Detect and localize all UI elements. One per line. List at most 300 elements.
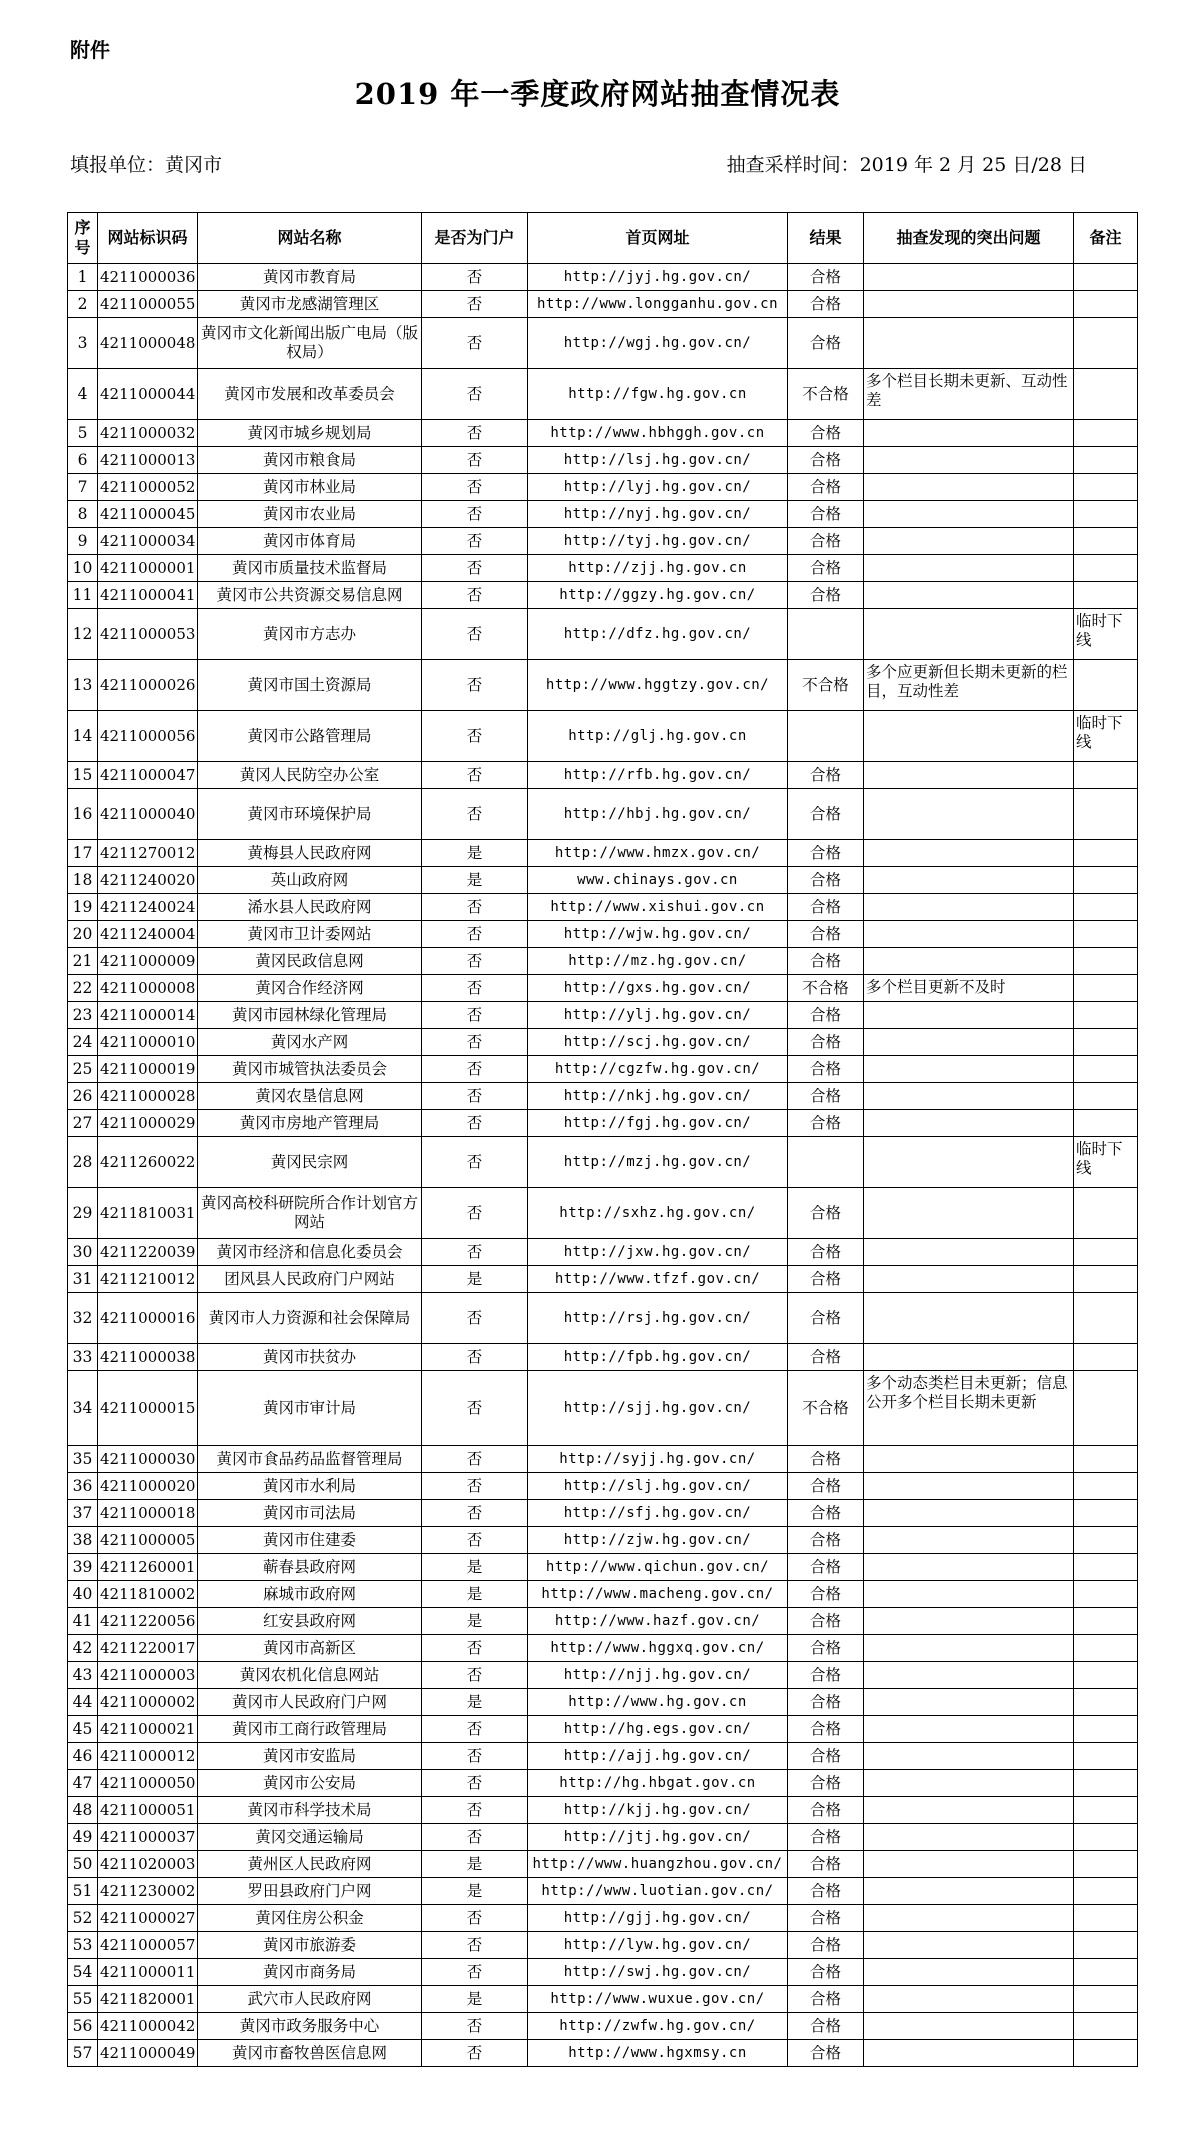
cell-seq: 38	[68, 1527, 98, 1554]
cell-seq: 22	[68, 975, 98, 1002]
cell-site-code: 4211240024	[98, 894, 198, 921]
table-row	[68, 1878, 1138, 1905]
cell-site-name: 黄冈住房公积金	[198, 1905, 422, 1932]
cell-seq: 56	[68, 2013, 98, 2040]
cell-site-name: 黄冈市经济和信息化委员会	[198, 1239, 422, 1266]
cell-homepage-url[interactable]: http://www.tfzf.gov.cn/	[528, 1266, 788, 1293]
cell-homepage-url[interactable]: http://jxw.hg.gov.cn/	[528, 1239, 788, 1266]
cell-site-name: 黄冈市发展和改革委员会	[198, 369, 422, 420]
cell-seq: 54	[68, 1959, 98, 1986]
cell-site-name: 黄冈市农业局	[198, 501, 422, 528]
cell-issues	[864, 291, 1074, 318]
cell-site-name: 黄冈市扶贫办	[198, 1344, 422, 1371]
table-row	[68, 528, 1138, 555]
cell-site-name: 黄冈市城管执法委员会	[198, 1056, 422, 1083]
table-row	[68, 1824, 1138, 1851]
cell-homepage-url[interactable]: http://www.hggtzy.gov.cn/	[528, 660, 788, 711]
cell-is-portal: 否	[422, 2013, 528, 2040]
table-row	[68, 1797, 1138, 1824]
table-row	[68, 420, 1138, 447]
cell-site-code: 4211000053	[98, 609, 198, 660]
table-row	[68, 1266, 1138, 1293]
cell-is-portal: 否	[422, 1029, 528, 1056]
cell-homepage-url[interactable]: http://njj.hg.gov.cn/	[528, 1662, 788, 1689]
cell-remark	[1074, 528, 1138, 555]
cell-seq: 12	[68, 609, 98, 660]
table-row	[68, 1056, 1138, 1083]
cell-is-portal: 否	[422, 1932, 528, 1959]
cell-site-code: 4211000005	[98, 1527, 198, 1554]
cell-homepage-url[interactable]: http://ylj.hg.gov.cn/	[528, 1002, 788, 1029]
cell-site-code: 4211020003	[98, 1851, 198, 1878]
cell-issues	[864, 894, 1074, 921]
cell-issues: 多个栏目长期未更新、互动性差	[864, 369, 1074, 420]
cell-site-name: 黄冈市卫计委网站	[198, 921, 422, 948]
table-row	[68, 1344, 1138, 1371]
cell-homepage-url[interactable]: http://ggzy.hg.gov.cn/	[528, 582, 788, 609]
cell-issues	[864, 1029, 1074, 1056]
cell-is-portal: 否	[422, 1473, 528, 1500]
cell-site-name: 黄冈市城乡规划局	[198, 420, 422, 447]
table-row	[68, 1110, 1138, 1137]
cell-homepage-url[interactable]: http://slj.hg.gov.cn/	[528, 1473, 788, 1500]
cell-site-name: 黄冈市文化新闻出版广电局（版权局）	[198, 318, 422, 369]
cell-result: 合格	[788, 264, 864, 291]
cell-issues	[864, 1689, 1074, 1716]
cell-site-code: 4211000032	[98, 420, 198, 447]
cell-site-code: 4211000008	[98, 975, 198, 1002]
cell-seq: 46	[68, 1743, 98, 1770]
cell-remark	[1074, 762, 1138, 789]
cell-is-portal: 否	[422, 1662, 528, 1689]
cell-result: 合格	[788, 501, 864, 528]
cell-homepage-url[interactable]: http://scj.hg.gov.cn/	[528, 1029, 788, 1056]
cell-is-portal: 否	[422, 1188, 528, 1239]
cell-result: 合格	[788, 1635, 864, 1662]
table-row	[68, 1635, 1138, 1662]
table-row	[68, 609, 1138, 660]
cell-remark	[1074, 264, 1138, 291]
cell-is-portal: 否	[422, 1743, 528, 1770]
cell-is-portal: 是	[422, 1689, 528, 1716]
cell-issues	[864, 1500, 1074, 1527]
cell-is-portal: 否	[422, 975, 528, 1002]
cell-remark	[1074, 1500, 1138, 1527]
cell-result: 合格	[788, 2013, 864, 2040]
table-row	[68, 2013, 1138, 2040]
cell-homepage-url[interactable]: http://hg.hbgat.gov.cn	[528, 1770, 788, 1797]
cell-result: 合格	[788, 921, 864, 948]
cell-site-name: 黄冈市公路管理局	[198, 711, 422, 762]
table-row	[68, 789, 1138, 840]
cell-result: 不合格	[788, 660, 864, 711]
cell-is-portal: 否	[422, 1797, 528, 1824]
cell-site-name: 武穴市人民政府网	[198, 1986, 422, 2013]
cell-is-portal: 否	[422, 1905, 528, 1932]
cell-homepage-url[interactable]: http://www.qichun.gov.cn/	[528, 1554, 788, 1581]
fill-unit: 填报单位：黄冈市	[70, 154, 223, 176]
cell-remark	[1074, 921, 1138, 948]
cell-homepage-url[interactable]: http://kjj.hg.gov.cn/	[528, 1797, 788, 1824]
cell-issues	[864, 318, 1074, 369]
cell-seq: 27	[68, 1110, 98, 1137]
cell-site-code: 4211000016	[98, 1293, 198, 1344]
cell-homepage-url[interactable]: http://gxs.hg.gov.cn/	[528, 975, 788, 1002]
cell-site-name: 黄冈民政信息网	[198, 948, 422, 975]
cell-issues: 多个动态类栏目未更新；信息公开多个栏目长期未更新	[864, 1371, 1074, 1446]
cell-result: 合格	[788, 1029, 864, 1056]
table-row	[68, 660, 1138, 711]
cell-site-code: 4211240004	[98, 921, 198, 948]
cell-result: 合格	[788, 1986, 864, 2013]
cell-result: 合格	[788, 1500, 864, 1527]
cell-site-name: 黄梅县人民政府网	[198, 840, 422, 867]
table-row	[68, 1137, 1138, 1188]
cell-result: 合格	[788, 1959, 864, 1986]
cell-homepage-url[interactable]: http://swj.hg.gov.cn/	[528, 1959, 788, 1986]
cell-site-code: 4211260022	[98, 1137, 198, 1188]
cell-issues	[864, 609, 1074, 660]
cell-seq: 51	[68, 1878, 98, 1905]
cell-remark	[1074, 555, 1138, 582]
cell-homepage-url[interactable]: http://nyj.hg.gov.cn/	[528, 501, 788, 528]
cell-seq: 39	[68, 1554, 98, 1581]
cell-result: 合格	[788, 447, 864, 474]
table-row	[68, 1851, 1138, 1878]
table-header-row	[68, 213, 1138, 264]
cell-site-name: 团风县人民政府门户网站	[198, 1266, 422, 1293]
cell-homepage-url[interactable]: http://www.hazf.gov.cn/	[528, 1608, 788, 1635]
cell-site-name: 麻城市政府网	[198, 1581, 422, 1608]
cell-is-portal: 是	[422, 1266, 528, 1293]
cell-seq: 14	[68, 711, 98, 762]
cell-remark	[1074, 1689, 1138, 1716]
cell-result: 合格	[788, 1527, 864, 1554]
cell-is-portal: 否	[422, 1239, 528, 1266]
cell-is-portal: 否	[422, 528, 528, 555]
cell-is-portal: 是	[422, 1581, 528, 1608]
cell-site-name: 黄冈市政务服务中心	[198, 2013, 422, 2040]
cell-homepage-url[interactable]: http://www.hgxmsy.cn	[528, 2040, 788, 2067]
cell-seq: 1	[68, 264, 98, 291]
cell-seq: 40	[68, 1581, 98, 1608]
cell-remark: 临时下线	[1074, 1137, 1138, 1188]
table-row	[68, 369, 1138, 420]
cell-site-code: 4211000047	[98, 762, 198, 789]
cell-site-code: 4211000055	[98, 291, 198, 318]
cell-issues	[864, 711, 1074, 762]
cell-remark	[1074, 660, 1138, 711]
cell-seq: 36	[68, 1473, 98, 1500]
cell-homepage-url[interactable]: http://ajj.hg.gov.cn/	[528, 1743, 788, 1770]
table-row	[68, 1716, 1138, 1743]
cell-homepage-url[interactable]: http://dfz.hg.gov.cn/	[528, 609, 788, 660]
cell-site-name: 黄冈市公安局	[198, 1770, 422, 1797]
cell-seq: 11	[68, 582, 98, 609]
cell-homepage-url[interactable]: http://rfb.hg.gov.cn/	[528, 762, 788, 789]
cell-remark	[1074, 1554, 1138, 1581]
cell-issues	[864, 1137, 1074, 1188]
cell-result: 合格	[788, 1743, 864, 1770]
cell-homepage-url[interactable]: http://sfj.hg.gov.cn/	[528, 1500, 788, 1527]
cell-seq: 49	[68, 1824, 98, 1851]
cell-seq: 47	[68, 1770, 98, 1797]
table-row	[68, 894, 1138, 921]
cell-issues	[864, 1824, 1074, 1851]
cell-result: 合格	[788, 1581, 864, 1608]
cell-site-name: 黄冈市教育局	[198, 264, 422, 291]
cell-seq: 23	[68, 1002, 98, 1029]
cell-issues	[864, 762, 1074, 789]
cell-remark	[1074, 1002, 1138, 1029]
cell-site-code: 4211000014	[98, 1002, 198, 1029]
cell-homepage-url[interactable]: http://www.macheng.gov.cn/	[528, 1581, 788, 1608]
cell-issues	[864, 1959, 1074, 1986]
cell-issues	[864, 1581, 1074, 1608]
cell-homepage-url[interactable]: http://fgj.hg.gov.cn/	[528, 1110, 788, 1137]
cell-issues	[864, 1716, 1074, 1743]
cell-issues	[864, 420, 1074, 447]
table-row	[68, 921, 1138, 948]
cell-homepage-url[interactable]: http://www.xishui.gov.cn	[528, 894, 788, 921]
cell-homepage-url[interactable]: http://jtj.hg.gov.cn/	[528, 1824, 788, 1851]
cell-homepage-url[interactable]: http://lyw.hg.gov.cn/	[528, 1932, 788, 1959]
cell-site-code: 4211000015	[98, 1371, 198, 1446]
cell-homepage-url[interactable]: http://mz.hg.gov.cn/	[528, 948, 788, 975]
cell-remark	[1074, 1608, 1138, 1635]
cell-is-portal: 否	[422, 264, 528, 291]
cell-seq: 18	[68, 867, 98, 894]
cell-is-portal: 否	[422, 369, 528, 420]
cell-is-portal: 否	[422, 318, 528, 369]
inspection-table	[67, 212, 1138, 2067]
header-homepage-url: 首页网址	[528, 213, 788, 264]
cell-issues	[864, 921, 1074, 948]
cell-is-portal: 否	[422, 948, 528, 975]
cell-site-name: 黄冈市审计局	[198, 1371, 422, 1446]
cell-result: 不合格	[788, 1371, 864, 1446]
cell-result: 合格	[788, 1662, 864, 1689]
cell-homepage-url[interactable]: http://lsj.hg.gov.cn/	[528, 447, 788, 474]
cell-homepage-url[interactable]: http://zjw.hg.gov.cn/	[528, 1527, 788, 1554]
cell-is-portal: 否	[422, 1959, 528, 1986]
cell-remark	[1074, 474, 1138, 501]
cell-remark	[1074, 1635, 1138, 1662]
table-body	[68, 264, 1138, 2067]
cell-homepage-url[interactable]: http://fpb.hg.gov.cn/	[528, 1344, 788, 1371]
cell-is-portal: 是	[422, 1554, 528, 1581]
table-row	[68, 1932, 1138, 1959]
cell-site-name: 黄冈市科学技术局	[198, 1797, 422, 1824]
cell-result: 合格	[788, 1083, 864, 1110]
cell-homepage-url[interactable]: http://sjj.hg.gov.cn/	[528, 1371, 788, 1446]
cell-site-code: 4211000040	[98, 789, 198, 840]
cell-site-code: 4211000052	[98, 474, 198, 501]
cell-remark	[1074, 1932, 1138, 1959]
cell-issues	[864, 1932, 1074, 1959]
table-row	[68, 975, 1138, 1002]
table-row	[68, 582, 1138, 609]
cell-issues	[864, 1635, 1074, 1662]
cell-site-code: 4211000042	[98, 2013, 198, 2040]
cell-result: 合格	[788, 1266, 864, 1293]
cell-homepage-url[interactable]: http://jyj.hg.gov.cn/	[528, 264, 788, 291]
cell-site-name: 黄冈市环境保护局	[198, 789, 422, 840]
cell-site-name: 黄冈市水利局	[198, 1473, 422, 1500]
cell-seq: 41	[68, 1608, 98, 1635]
cell-homepage-url[interactable]: http://syjj.hg.gov.cn/	[528, 1446, 788, 1473]
cell-homepage-url[interactable]: http://sxhz.hg.gov.cn/	[528, 1188, 788, 1239]
cell-result: 合格	[788, 1110, 864, 1137]
cell-result: 合格	[788, 555, 864, 582]
cell-site-name: 黄冈市质量技术监督局	[198, 555, 422, 582]
cell-site-code: 4211820001	[98, 1986, 198, 2013]
cell-site-code: 4211000050	[98, 1770, 198, 1797]
cell-result: 合格	[788, 1689, 864, 1716]
cell-site-code: 4211000003	[98, 1662, 198, 1689]
cell-homepage-url[interactable]: http://www.hg.gov.cn	[528, 1689, 788, 1716]
cell-homepage-url[interactable]: http://www.hbhggh.gov.cn	[528, 420, 788, 447]
header-result: 结果	[788, 213, 864, 264]
table-row	[68, 1689, 1138, 1716]
cell-site-code: 4211000018	[98, 1500, 198, 1527]
table-row	[68, 1662, 1138, 1689]
cell-site-name: 黄冈市工商行政管理局	[198, 1716, 422, 1743]
cell-result: 合格	[788, 582, 864, 609]
cell-site-name: 蕲春县政府网	[198, 1554, 422, 1581]
cell-homepage-url[interactable]: http://lyj.hg.gov.cn/	[528, 474, 788, 501]
cell-remark	[1074, 840, 1138, 867]
cell-site-name: 黄冈市畜牧兽医信息网	[198, 2040, 422, 2067]
cell-homepage-url[interactable]: http://zjj.hg.gov.cn	[528, 555, 788, 582]
cell-site-code: 4211000036	[98, 264, 198, 291]
cell-site-name: 黄冈市住建委	[198, 1527, 422, 1554]
cell-seq: 21	[68, 948, 98, 975]
cell-seq: 17	[68, 840, 98, 867]
cell-site-name: 黄冈市商务局	[198, 1959, 422, 1986]
cell-remark	[1074, 948, 1138, 975]
cell-homepage-url[interactable]: http://www.luotian.gov.cn/	[528, 1878, 788, 1905]
cell-homepage-url[interactable]: http://www.hggxq.gov.cn/	[528, 1635, 788, 1662]
table-row	[68, 501, 1138, 528]
cell-site-code: 4211000056	[98, 711, 198, 762]
cell-issues	[864, 582, 1074, 609]
cell-result: 合格	[788, 948, 864, 975]
cell-result: 合格	[788, 1239, 864, 1266]
cell-homepage-url[interactable]: http://wgj.hg.gov.cn/	[528, 318, 788, 369]
cell-site-code: 4211220056	[98, 1608, 198, 1635]
cell-issues	[864, 1662, 1074, 1689]
cell-site-name: 黄冈市园林绿化管理局	[198, 1002, 422, 1029]
cell-issues	[864, 1770, 1074, 1797]
cell-issues	[864, 474, 1074, 501]
cell-remark	[1074, 420, 1138, 447]
cell-is-portal: 否	[422, 1137, 528, 1188]
cell-remark	[1074, 1188, 1138, 1239]
cell-is-portal: 否	[422, 1083, 528, 1110]
cell-result: 合格	[788, 1716, 864, 1743]
cell-result: 合格	[788, 1446, 864, 1473]
cell-remark	[1074, 1110, 1138, 1137]
cell-is-portal: 否	[422, 2040, 528, 2067]
cell-remark	[1074, 1527, 1138, 1554]
cell-result: 合格	[788, 1554, 864, 1581]
cell-site-code: 4211000034	[98, 528, 198, 555]
cell-seq: 7	[68, 474, 98, 501]
table-row	[68, 1554, 1138, 1581]
cell-site-code: 4211000013	[98, 447, 198, 474]
cell-site-code: 4211000044	[98, 369, 198, 420]
cell-is-portal: 否	[422, 609, 528, 660]
table-row	[68, 1083, 1138, 1110]
cell-homepage-url[interactable]: http://hg.egs.gov.cn/	[528, 1716, 788, 1743]
cell-site-code: 4211000049	[98, 2040, 198, 2067]
cell-is-portal: 是	[422, 1608, 528, 1635]
cell-homepage-url[interactable]: http://glj.hg.gov.cn	[528, 711, 788, 762]
cell-is-portal: 是	[422, 1986, 528, 2013]
cell-homepage-url[interactable]: http://zwfw.hg.gov.cn/	[528, 2013, 788, 2040]
cell-homepage-url[interactable]: http://tyj.hg.gov.cn/	[528, 528, 788, 555]
cell-site-name: 英山政府网	[198, 867, 422, 894]
cell-homepage-url[interactable]: http://hbj.hg.gov.cn/	[528, 789, 788, 840]
cell-site-code: 4211000019	[98, 1056, 198, 1083]
cell-seq: 3	[68, 318, 98, 369]
cell-issues	[864, 867, 1074, 894]
cell-remark	[1074, 1581, 1138, 1608]
cell-issues	[864, 1527, 1074, 1554]
cell-site-name: 黄冈农机化信息网站	[198, 1662, 422, 1689]
cell-site-name: 黄冈市粮食局	[198, 447, 422, 474]
cell-homepage-url[interactable]: www.chinays.gov.cn	[528, 867, 788, 894]
table-row	[68, 711, 1138, 762]
cell-site-code: 4211000030	[98, 1446, 198, 1473]
cell-is-portal: 否	[422, 1344, 528, 1371]
cell-homepage-url[interactable]: http://fgw.hg.gov.cn	[528, 369, 788, 420]
cell-homepage-url[interactable]: http://nkj.hg.gov.cn/	[528, 1083, 788, 1110]
cell-homepage-url[interactable]: http://gjj.hg.gov.cn/	[528, 1905, 788, 1932]
cell-homepage-url[interactable]: http://rsj.hg.gov.cn/	[528, 1293, 788, 1344]
cell-issues	[864, 264, 1074, 291]
cell-issues	[864, 447, 1074, 474]
cell-issues	[864, 1878, 1074, 1905]
cell-homepage-url[interactable]: http://cgzfw.hg.gov.cn/	[528, 1056, 788, 1083]
table-row	[68, 1473, 1138, 1500]
table-row	[68, 1293, 1138, 1344]
cell-is-portal: 否	[422, 447, 528, 474]
cell-site-name: 罗田县政府门户网	[198, 1878, 422, 1905]
cell-site-name: 黄州区人民政府网	[198, 1851, 422, 1878]
sample-time: 抽查采样时间：2019 年 2 月 25 日/28 日	[726, 154, 1087, 176]
cell-homepage-url[interactable]: http://www.wuxue.gov.cn/	[528, 1986, 788, 2013]
cell-is-portal: 否	[422, 1056, 528, 1083]
cell-result: 合格	[788, 291, 864, 318]
cell-remark	[1074, 369, 1138, 420]
cell-issues: 多个应更新但长期未更新的栏目，互动性差	[864, 660, 1074, 711]
cell-homepage-url[interactable]: http://mzj.hg.gov.cn/	[528, 1137, 788, 1188]
cell-seq: 50	[68, 1851, 98, 1878]
cell-seq: 6	[68, 447, 98, 474]
cell-issues	[864, 1056, 1074, 1083]
cell-homepage-url[interactable]: http://www.huangzhou.gov.cn/	[528, 1851, 788, 1878]
cell-is-portal: 否	[422, 555, 528, 582]
cell-homepage-url[interactable]: http://wjw.hg.gov.cn/	[528, 921, 788, 948]
cell-issues	[864, 1797, 1074, 1824]
cell-is-portal: 是	[422, 867, 528, 894]
cell-is-portal: 否	[422, 1635, 528, 1662]
cell-homepage-url[interactable]: http://www.longganhu.gov.cn	[528, 291, 788, 318]
cell-seq: 48	[68, 1797, 98, 1824]
cell-homepage-url[interactable]: http://www.hmzx.gov.cn/	[528, 840, 788, 867]
